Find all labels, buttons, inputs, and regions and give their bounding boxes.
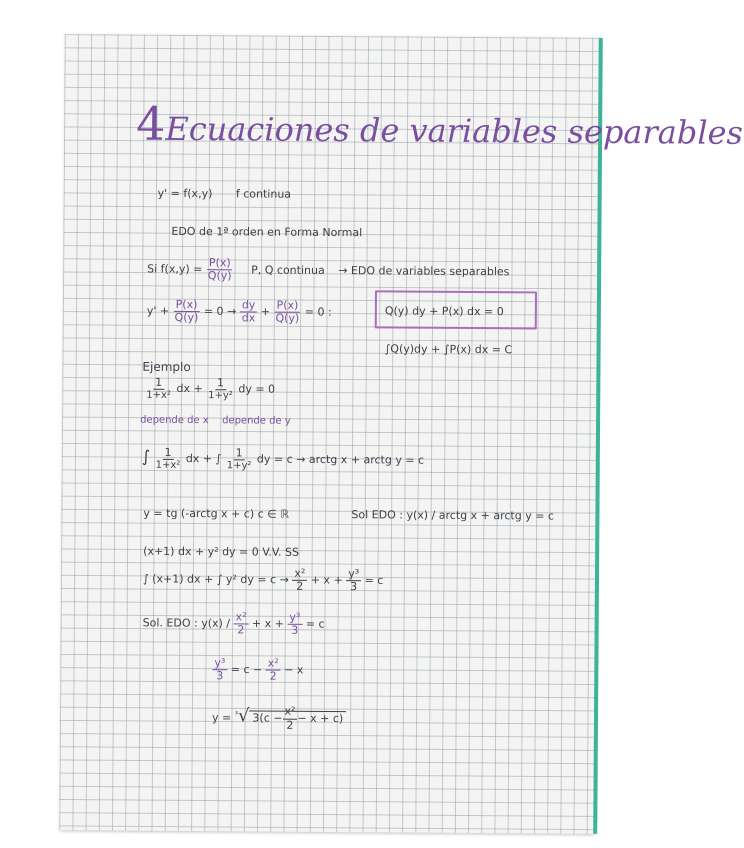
ex6-b: + x + xyxy=(251,617,284,631)
frac-den: 3 xyxy=(350,580,358,594)
frac-num: P(x) xyxy=(275,300,301,313)
ex6-c: = c xyxy=(305,617,325,631)
frac-den: Q(y) xyxy=(207,269,232,283)
ex8-a: y = xyxy=(211,711,232,725)
line-1-note: f continua xyxy=(235,187,292,201)
frac-num: x² xyxy=(283,706,298,719)
ex8-b: 3(c − xyxy=(252,711,283,725)
frac-num: 1 xyxy=(234,447,245,460)
ex5-b: + x + xyxy=(310,573,343,587)
frac-den: 1+x² xyxy=(146,389,171,401)
line-4-frac-3 xyxy=(273,300,301,325)
line-1 xyxy=(158,187,291,201)
frac-den: 3 xyxy=(291,623,299,637)
example-1 xyxy=(144,377,275,402)
ex5-a: ∫ (x+1) dx + ∫ y² dy = c → xyxy=(142,572,289,587)
ex6-a: Sol. EDO : y(x) / xyxy=(142,616,231,630)
page-title xyxy=(136,97,743,155)
line-4-d: = 0 : xyxy=(304,305,332,319)
frac-den: 2 xyxy=(286,718,294,732)
depende-y-note: depende de y xyxy=(222,415,291,427)
depende-x-note: depende de x xyxy=(140,414,209,427)
line-4-frac-1 xyxy=(173,299,201,324)
ex5-frac-1 xyxy=(292,568,307,593)
ex2-a: ∫ xyxy=(141,446,151,466)
frac-num: x² xyxy=(234,611,249,624)
line-3-b: P, Q continua xyxy=(251,263,325,277)
example-6 xyxy=(143,611,325,637)
line-3-c: → EDO de variables separables xyxy=(338,263,510,278)
frac-den: 2 xyxy=(296,579,304,593)
frac-num: y³ xyxy=(287,612,302,625)
ex7-b: − x xyxy=(284,663,304,677)
frac-num: y³ xyxy=(346,568,361,581)
frac-num: y³ xyxy=(212,657,227,670)
line-4-c: + xyxy=(260,305,271,319)
page-edge xyxy=(593,38,603,834)
ex1-frac-1 xyxy=(144,377,173,401)
title-number: 4 xyxy=(135,96,166,151)
ex2-frac-1 xyxy=(154,447,183,471)
ex2-frac-2 xyxy=(225,447,254,471)
line-3 xyxy=(147,257,509,285)
frac-num: 1 xyxy=(215,377,226,390)
ejemplo-heading: Ejemplo xyxy=(142,359,191,375)
example-5 xyxy=(143,567,384,594)
line-3-a: Si f(x,y) = xyxy=(147,262,203,276)
integral-equation: ∫Q(y)dy + ∫P(x) dx = C xyxy=(384,342,513,357)
example-7 xyxy=(212,657,303,683)
notebook-page xyxy=(59,34,744,834)
frac-num: x² xyxy=(292,568,307,581)
frac-den: Q(y) xyxy=(275,311,300,325)
example-3: y = tg (-arctg x + c) c ∈ ℝ xyxy=(143,506,290,521)
ex7-frac-1 xyxy=(212,657,227,682)
ex2-c: dy = c → arctg x + arctg y = c xyxy=(256,452,425,467)
line-2: EDO de 1ª orden en Forma Normal xyxy=(171,224,363,240)
line-4 xyxy=(147,299,332,325)
frac-num: 1 xyxy=(153,377,164,390)
radicand xyxy=(249,705,346,732)
ex5-frac-2 xyxy=(346,568,361,593)
example-2 xyxy=(142,447,424,473)
frac-den: 2 xyxy=(269,669,277,683)
frac-den: 3 xyxy=(216,669,224,683)
frac-num: dy xyxy=(240,299,258,312)
frac-num: 1 xyxy=(162,447,173,460)
ex7-a: = c − xyxy=(230,662,263,677)
ex7-frac-2 xyxy=(266,658,281,683)
line-4-a: y' + xyxy=(146,304,170,318)
example-4: (x+1) dx + y² dy = 0 V.V. SS xyxy=(143,544,300,559)
frac-den: 1+y² xyxy=(226,460,252,472)
frac-den: dx xyxy=(241,311,256,325)
line-3-frac xyxy=(206,257,234,282)
ex2-b: dx + ∫ xyxy=(185,452,222,466)
ex1-a: dx + xyxy=(176,381,203,396)
box-equation: Q(y) dy + P(x) dx = 0 xyxy=(384,304,504,319)
example-3-sol: Sol EDO : y(x) / arctg x + arctg y = c xyxy=(351,508,555,523)
frac-den: 1+y² xyxy=(208,390,233,402)
ex6-frac-1 xyxy=(233,611,248,636)
frac-den: 1+x² xyxy=(155,459,181,472)
line-4-b: = 0 → xyxy=(203,304,237,318)
example-8 xyxy=(212,705,346,732)
ex6-frac-2 xyxy=(287,612,302,637)
frac-den: Q(y) xyxy=(174,311,199,325)
title-text: Ecuaciones de variables separables xyxy=(165,109,744,152)
ex8-c: − x + c) xyxy=(297,711,344,726)
line-1-eq: y' = f(x,y) xyxy=(157,186,213,201)
ex8-frac xyxy=(282,706,297,731)
frac-num: P(x) xyxy=(207,257,233,270)
frac-den: 2 xyxy=(237,623,245,637)
ex8-root-index: ³ xyxy=(234,709,239,719)
frac-num: x² xyxy=(266,658,281,671)
ex5-c: = c xyxy=(364,573,384,587)
ex1-frac-2 xyxy=(206,377,235,401)
ex1-b: dy = 0 xyxy=(238,382,276,396)
frac-num: P(x) xyxy=(174,299,200,312)
radical-sign: √ xyxy=(237,705,250,727)
line-4-frac-2 xyxy=(240,299,258,324)
